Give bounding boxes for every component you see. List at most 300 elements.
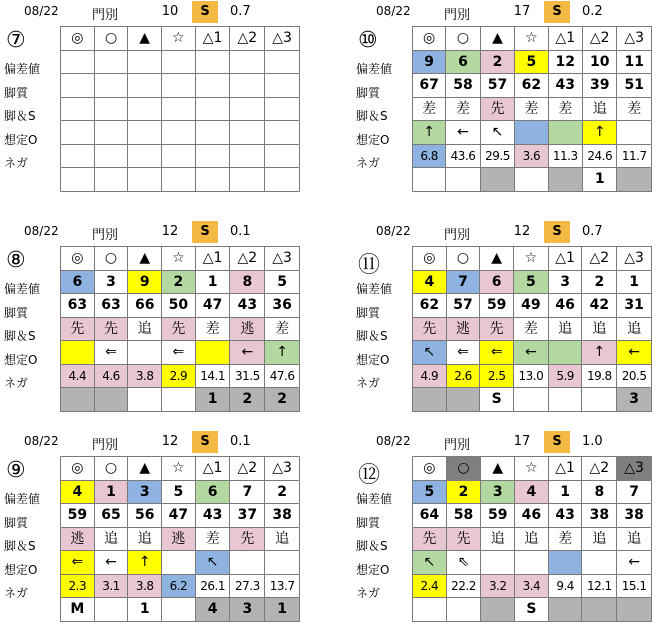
race-date: 08/22 xyxy=(24,4,59,18)
running-style-cell xyxy=(265,97,300,121)
running-style-cell xyxy=(128,97,162,121)
mark-grid xyxy=(412,26,652,192)
expected-odds-cell: 9.4 xyxy=(548,574,582,598)
running-style-row xyxy=(61,97,300,121)
deviation-cell: 65 xyxy=(94,504,128,528)
deviation-cell: 62 xyxy=(413,294,447,318)
expected-odds-cell: 2.6 xyxy=(446,364,480,388)
running-style-cell: 追 xyxy=(583,97,617,121)
race-panel xyxy=(352,430,652,635)
leg-speed-cell xyxy=(548,121,582,145)
leg-speed-row xyxy=(413,551,652,575)
expected-odds-row xyxy=(61,144,300,168)
expected-odds-cell: 4.4 xyxy=(61,364,95,388)
running-style-cell: 先 xyxy=(413,527,447,551)
horse-number-cell: 1 xyxy=(94,480,128,504)
deviation-cell xyxy=(161,74,195,98)
horse-number-row xyxy=(61,480,300,504)
race-number: ⑫ xyxy=(358,463,381,488)
expected-odds-cell: 3.1 xyxy=(94,574,128,598)
mark-header-cell: ☆ xyxy=(514,247,549,271)
row-label: ネガ xyxy=(356,156,381,170)
horse-number-cell xyxy=(94,50,128,74)
expected-odds-row xyxy=(413,574,652,598)
leg-speed-cell xyxy=(230,551,265,575)
leg-speed-cell xyxy=(195,341,230,365)
horse-number-row xyxy=(61,270,300,294)
horse-number-cell xyxy=(128,50,162,74)
deviation-row xyxy=(413,294,652,318)
leg-speed-cell: ← xyxy=(617,341,652,365)
mark-header-cell: △3 xyxy=(617,457,652,481)
deviation-cell: 38 xyxy=(265,504,300,528)
horse-number-cell: 5 xyxy=(265,270,300,294)
expected-odds-row xyxy=(61,574,300,598)
mark-grid xyxy=(60,26,300,192)
running-style-cell: 追 xyxy=(617,317,652,341)
expected-odds-cell: 2.3 xyxy=(61,574,95,598)
field-size: 12 xyxy=(161,224,179,239)
deviation-cell: 47 xyxy=(195,294,230,318)
row-label: 脚質 xyxy=(356,515,381,530)
running-style-cell: 先 xyxy=(94,317,128,341)
pace-badge: S xyxy=(192,431,218,453)
negative-cell xyxy=(514,388,549,412)
expected-odds-cell: 27.3 xyxy=(230,574,265,598)
leg-speed-cell: ⇐ xyxy=(446,341,480,365)
expected-odds-cell: 22.2 xyxy=(446,574,481,598)
row-label: 偏差値 xyxy=(356,282,393,296)
running-style-cell: 追 xyxy=(582,317,617,341)
mark-header-cell: △2 xyxy=(230,457,265,481)
negative-cell xyxy=(515,168,548,192)
leg-speed-cell: ← xyxy=(514,341,549,365)
deviation-cell: 59 xyxy=(480,294,514,318)
running-style-cell xyxy=(195,97,230,121)
leg-speed-cell xyxy=(515,121,548,145)
deviation-cell: 43 xyxy=(195,504,230,528)
negative-cell: 3 xyxy=(230,598,265,622)
running-style-cell: 先 xyxy=(480,97,514,121)
row-label: 脚質 xyxy=(356,85,381,100)
negative-cell xyxy=(94,598,128,622)
negative-cell xyxy=(161,168,195,192)
expected-odds-cell: 43.6 xyxy=(446,144,480,168)
negative-cell: S xyxy=(480,388,514,412)
horse-number-cell: 2 xyxy=(162,270,196,294)
leg-speed-cell: ↖ xyxy=(195,551,230,575)
deviation-cell: 43 xyxy=(548,74,582,98)
horse-number-cell: 3 xyxy=(94,270,128,294)
row-labels xyxy=(0,58,60,176)
negative-cell xyxy=(446,598,481,622)
mark-header-row xyxy=(61,457,300,481)
negative-cell: 3 xyxy=(617,388,652,412)
horse-number-cell: 8 xyxy=(230,270,265,294)
deviation-cell: 51 xyxy=(617,74,652,98)
mark-header-cell: △3 xyxy=(617,27,652,51)
leg-speed-cell xyxy=(195,121,230,145)
deviation-cell: 58 xyxy=(446,504,481,528)
row-label: 偏差値 xyxy=(4,492,41,506)
expected-odds-cell: 15.1 xyxy=(617,574,652,598)
leg-speed-cell: ↖ xyxy=(480,121,514,145)
leg-speed-cell xyxy=(161,121,195,145)
horse-number-cell: 1 xyxy=(195,270,230,294)
negative-cell xyxy=(413,168,446,192)
negative-cell xyxy=(617,168,652,192)
running-style-cell: 差 xyxy=(548,97,582,121)
deviation-cell: 59 xyxy=(481,504,515,528)
leg-speed-cell xyxy=(582,551,617,575)
row-label: 想定O xyxy=(356,352,390,367)
negative-cell xyxy=(413,598,447,622)
leg-speed-cell xyxy=(548,551,582,575)
mark-header-cell: ▲ xyxy=(480,27,514,51)
negative-cell xyxy=(61,168,95,192)
row-label: 脚＆S xyxy=(356,539,388,553)
mark-header-cell: △2 xyxy=(582,247,617,271)
negative-row xyxy=(61,168,300,192)
mark-header-cell: ▲ xyxy=(128,27,162,51)
row-label: ネガ xyxy=(4,586,29,600)
field-size: 17 xyxy=(513,4,531,19)
race-header xyxy=(352,0,652,24)
mark-header-row xyxy=(413,27,652,51)
row-label: 想定O xyxy=(356,132,390,147)
running-style-cell: 先 xyxy=(446,527,481,551)
running-style-cell xyxy=(161,97,195,121)
negative-cell xyxy=(617,598,652,622)
mark-header-cell: △2 xyxy=(582,457,617,481)
deviation-cell: 58 xyxy=(446,74,480,98)
expected-odds-cell: 26.1 xyxy=(195,574,230,598)
deviation-cell: 66 xyxy=(128,294,162,318)
running-style-cell: 逃 xyxy=(61,527,95,551)
mark-header-cell: △1 xyxy=(548,27,582,51)
expected-odds-cell: 3.4 xyxy=(515,574,549,598)
leg-speed-cell: ↑ xyxy=(128,551,162,575)
negative-cell: S xyxy=(515,598,549,622)
leg-speed-cell: ⇖ xyxy=(446,551,481,575)
race-panel xyxy=(0,220,300,425)
deviation-cell: 64 xyxy=(413,504,447,528)
leg-speed-cell: ↖ xyxy=(413,341,447,365)
row-labels xyxy=(352,488,412,606)
mark-header-cell: ☆ xyxy=(161,27,195,51)
negative-cell xyxy=(548,388,582,412)
negative-row xyxy=(413,168,652,192)
mark-header-cell: ☆ xyxy=(515,457,549,481)
row-label: 偏差値 xyxy=(356,62,393,76)
running-style-cell: 追 xyxy=(265,527,300,551)
mark-header-cell: △1 xyxy=(195,27,230,51)
horse-number-cell xyxy=(161,50,195,74)
mark-header-cell: △1 xyxy=(548,247,582,271)
running-style-cell: 差 xyxy=(195,527,230,551)
negative-cell: 1 xyxy=(195,388,230,412)
leg-speed-cell: ↑ xyxy=(582,341,617,365)
mark-header-cell: △2 xyxy=(230,27,265,51)
negative-cell: 1 xyxy=(128,598,162,622)
negative-cell xyxy=(265,168,300,192)
horse-number-cell: 9 xyxy=(413,50,446,74)
race-header xyxy=(0,0,300,24)
running-style-cell: 追 xyxy=(94,527,128,551)
negative-cell xyxy=(481,598,515,622)
expected-odds-cell: 29.5 xyxy=(480,144,514,168)
horse-number-cell: 12 xyxy=(548,50,582,74)
expected-odds-row xyxy=(413,364,652,388)
negative-cell xyxy=(582,598,617,622)
horse-number-cell: 7 xyxy=(230,480,265,504)
leg-speed-row xyxy=(61,341,300,365)
negative-cell xyxy=(446,168,480,192)
mark-header-cell: ◎ xyxy=(61,27,95,51)
mark-header-cell: ▲ xyxy=(128,247,162,271)
mark-header-cell: ☆ xyxy=(515,27,548,51)
mark-header-cell: △3 xyxy=(265,457,300,481)
row-label: 脚＆S xyxy=(356,109,388,123)
row-label: ネガ xyxy=(4,376,29,390)
expected-odds-cell: 3.2 xyxy=(481,574,515,598)
deviation-cell: 43 xyxy=(230,294,265,318)
horse-number-cell xyxy=(61,50,95,74)
negative-cell xyxy=(61,388,95,412)
running-style-cell: 逃 xyxy=(446,317,480,341)
running-style-cell xyxy=(61,97,95,121)
horse-number-cell: 11 xyxy=(617,50,652,74)
race-date: 08/22 xyxy=(376,4,411,18)
expected-odds-cell: 4.9 xyxy=(413,364,447,388)
row-label: 想定O xyxy=(356,562,390,577)
negative-cell xyxy=(230,168,265,192)
expected-odds-cell xyxy=(230,144,265,168)
mark-header-cell: △1 xyxy=(548,457,582,481)
horse-number-cell: 2 xyxy=(265,480,300,504)
leg-speed-cell xyxy=(61,341,95,365)
running-style-cell xyxy=(94,97,128,121)
row-labels xyxy=(0,278,60,396)
deviation-row xyxy=(61,74,300,98)
leg-speed-cell xyxy=(265,551,300,575)
horse-number-cell: 4 xyxy=(413,270,447,294)
deviation-cell: 43 xyxy=(548,504,582,528)
deviation-cell: 50 xyxy=(162,294,196,318)
running-style-cell: 差 xyxy=(515,97,548,121)
expected-odds-cell: 3.8 xyxy=(128,574,162,598)
running-style-row xyxy=(413,317,652,341)
deviation-cell: 46 xyxy=(515,504,549,528)
leg-speed-cell xyxy=(265,121,300,145)
negative-cell xyxy=(128,388,162,412)
negative-cell xyxy=(94,168,128,192)
race-number: ⑧ xyxy=(6,248,26,273)
negative-cell xyxy=(548,598,582,622)
row-label: 偏差値 xyxy=(356,492,393,506)
mark-header-cell: ▲ xyxy=(128,457,162,481)
deviation-row xyxy=(61,294,300,318)
race-date: 08/22 xyxy=(376,434,411,448)
deviation-cell xyxy=(128,74,162,98)
horse-number-cell: 7 xyxy=(446,270,480,294)
expected-odds-row xyxy=(413,144,652,168)
expected-odds-cell: 19.8 xyxy=(582,364,617,388)
leg-speed-cell xyxy=(128,121,162,145)
race-panel xyxy=(0,0,300,205)
leg-speed-cell xyxy=(94,121,128,145)
row-label: 偏差値 xyxy=(4,62,41,76)
leg-speed-row xyxy=(61,551,300,575)
row-label: 脚質 xyxy=(4,85,29,100)
row-label: 脚＆S xyxy=(4,539,36,553)
expected-odds-cell: 13.7 xyxy=(265,574,300,598)
race-date: 08/22 xyxy=(24,434,59,448)
horse-number-row xyxy=(61,50,300,74)
race-header xyxy=(0,220,300,244)
horse-number-cell: 6 xyxy=(480,270,514,294)
deviation-cell: 36 xyxy=(265,294,300,318)
row-label: 偏差値 xyxy=(4,282,41,296)
expected-odds-cell: 11.7 xyxy=(617,144,652,168)
expected-odds-cell: 12.1 xyxy=(582,574,617,598)
expected-odds-cell: 31.5 xyxy=(230,364,265,388)
deviation-cell: 42 xyxy=(582,294,617,318)
pace-badge: S xyxy=(192,1,218,23)
leg-speed-cell xyxy=(481,551,515,575)
negative-cell xyxy=(548,168,582,192)
horse-number-cell: 7 xyxy=(617,480,652,504)
deviation-cell: 49 xyxy=(514,294,549,318)
mark-header-cell: ☆ xyxy=(162,247,196,271)
expected-odds-cell: 13.0 xyxy=(514,364,549,388)
expected-odds-cell xyxy=(161,144,195,168)
field-size: 17 xyxy=(513,434,531,449)
mark-header-cell: ◎ xyxy=(61,247,95,271)
leg-speed-cell: ↑ xyxy=(413,121,446,145)
row-label: 想定O xyxy=(4,352,38,367)
expected-odds-cell: 3.6 xyxy=(515,144,548,168)
expected-odds-cell: 6.2 xyxy=(162,574,196,598)
running-style-cell: 差 xyxy=(514,317,549,341)
expected-odds-cell xyxy=(195,144,230,168)
horse-number-cell: 3 xyxy=(128,480,162,504)
running-style-cell: 追 xyxy=(582,527,617,551)
mark-header-cell: △3 xyxy=(265,247,300,271)
deviation-cell: 57 xyxy=(480,74,514,98)
pace-value: 0.1 xyxy=(230,434,251,449)
expected-odds-cell: 24.6 xyxy=(583,144,617,168)
expected-odds-cell: 6.8 xyxy=(413,144,446,168)
leg-speed-cell xyxy=(162,551,196,575)
running-style-cell: 先 xyxy=(61,317,95,341)
negative-cell: 2 xyxy=(265,388,300,412)
horse-number-row xyxy=(413,270,652,294)
deviation-cell xyxy=(94,74,128,98)
row-labels xyxy=(352,278,412,396)
race-panel xyxy=(0,430,300,635)
leg-speed-cell: ← xyxy=(230,341,265,365)
row-label: 想定O xyxy=(4,562,38,577)
negative-cell xyxy=(582,388,617,412)
running-style-cell: 追 xyxy=(617,527,652,551)
negative-cell: 2 xyxy=(230,388,265,412)
horse-number-cell: 6 xyxy=(195,480,230,504)
row-labels xyxy=(0,488,60,606)
running-style-cell: 差 xyxy=(446,97,480,121)
row-label: 脚＆S xyxy=(4,109,36,123)
leg-speed-cell xyxy=(128,341,162,365)
horse-number-row xyxy=(413,50,652,74)
running-style-cell: 先 xyxy=(480,317,514,341)
leg-speed-cell xyxy=(548,341,582,365)
race-venue: 門別 xyxy=(92,438,119,453)
horse-number-cell: 9 xyxy=(128,270,162,294)
running-style-cell: 差 xyxy=(413,97,446,121)
pace-value: 0.1 xyxy=(230,224,251,239)
mark-header-cell: △1 xyxy=(195,457,230,481)
deviation-cell: 31 xyxy=(617,294,652,318)
running-style-cell: 追 xyxy=(548,317,582,341)
expected-odds-cell: 5.9 xyxy=(548,364,582,388)
race-venue: 門別 xyxy=(92,8,119,23)
negative-cell: 1 xyxy=(265,598,300,622)
horse-number-cell: 8 xyxy=(582,480,617,504)
race-header xyxy=(352,430,652,454)
leg-speed-cell: ⇐ xyxy=(480,341,514,365)
leg-speed-row xyxy=(61,121,300,145)
expected-odds-cell xyxy=(265,144,300,168)
race-number: ⑪ xyxy=(358,253,381,278)
deviation-cell xyxy=(61,74,95,98)
deviation-cell: 63 xyxy=(61,294,95,318)
mark-header-cell: △3 xyxy=(617,247,652,271)
row-label: 脚質 xyxy=(4,515,29,530)
deviation-cell: 59 xyxy=(61,504,95,528)
leg-speed-cell: ↑ xyxy=(583,121,617,145)
mark-header-row xyxy=(61,247,300,271)
running-style-cell: 差 xyxy=(617,97,652,121)
leg-speed-cell: ← xyxy=(617,551,652,575)
pace-value: 0.2 xyxy=(582,4,603,19)
deviation-cell: 38 xyxy=(617,504,652,528)
race-date: 08/22 xyxy=(376,224,411,238)
expected-odds-cell: 20.5 xyxy=(617,364,652,388)
row-label: 脚質 xyxy=(4,305,29,320)
deviation-row xyxy=(413,74,652,98)
mark-header-cell: ◎ xyxy=(413,27,446,51)
leg-speed-row xyxy=(413,121,652,145)
deviation-cell: 46 xyxy=(548,294,582,318)
leg-speed-cell: ↖ xyxy=(413,551,447,575)
horse-number-cell: 6 xyxy=(446,50,480,74)
mark-header-cell: ◎ xyxy=(413,247,447,271)
mark-header-cell: △2 xyxy=(230,247,265,271)
running-style-cell: 先 xyxy=(413,317,447,341)
pace-badge: S xyxy=(544,1,570,23)
mark-header-cell: △3 xyxy=(265,27,300,51)
leg-speed-cell xyxy=(515,551,549,575)
leg-speed-cell: ↑ xyxy=(265,341,300,365)
running-style-cell: 追 xyxy=(481,527,515,551)
leg-speed-cell: ⇐ xyxy=(61,551,95,575)
leg-speed-cell: ← xyxy=(446,121,480,145)
horse-number-cell xyxy=(265,50,300,74)
mark-header-row xyxy=(413,247,652,271)
running-style-row xyxy=(413,97,652,121)
mark-header-row xyxy=(413,457,652,481)
row-label: ネガ xyxy=(356,586,381,600)
